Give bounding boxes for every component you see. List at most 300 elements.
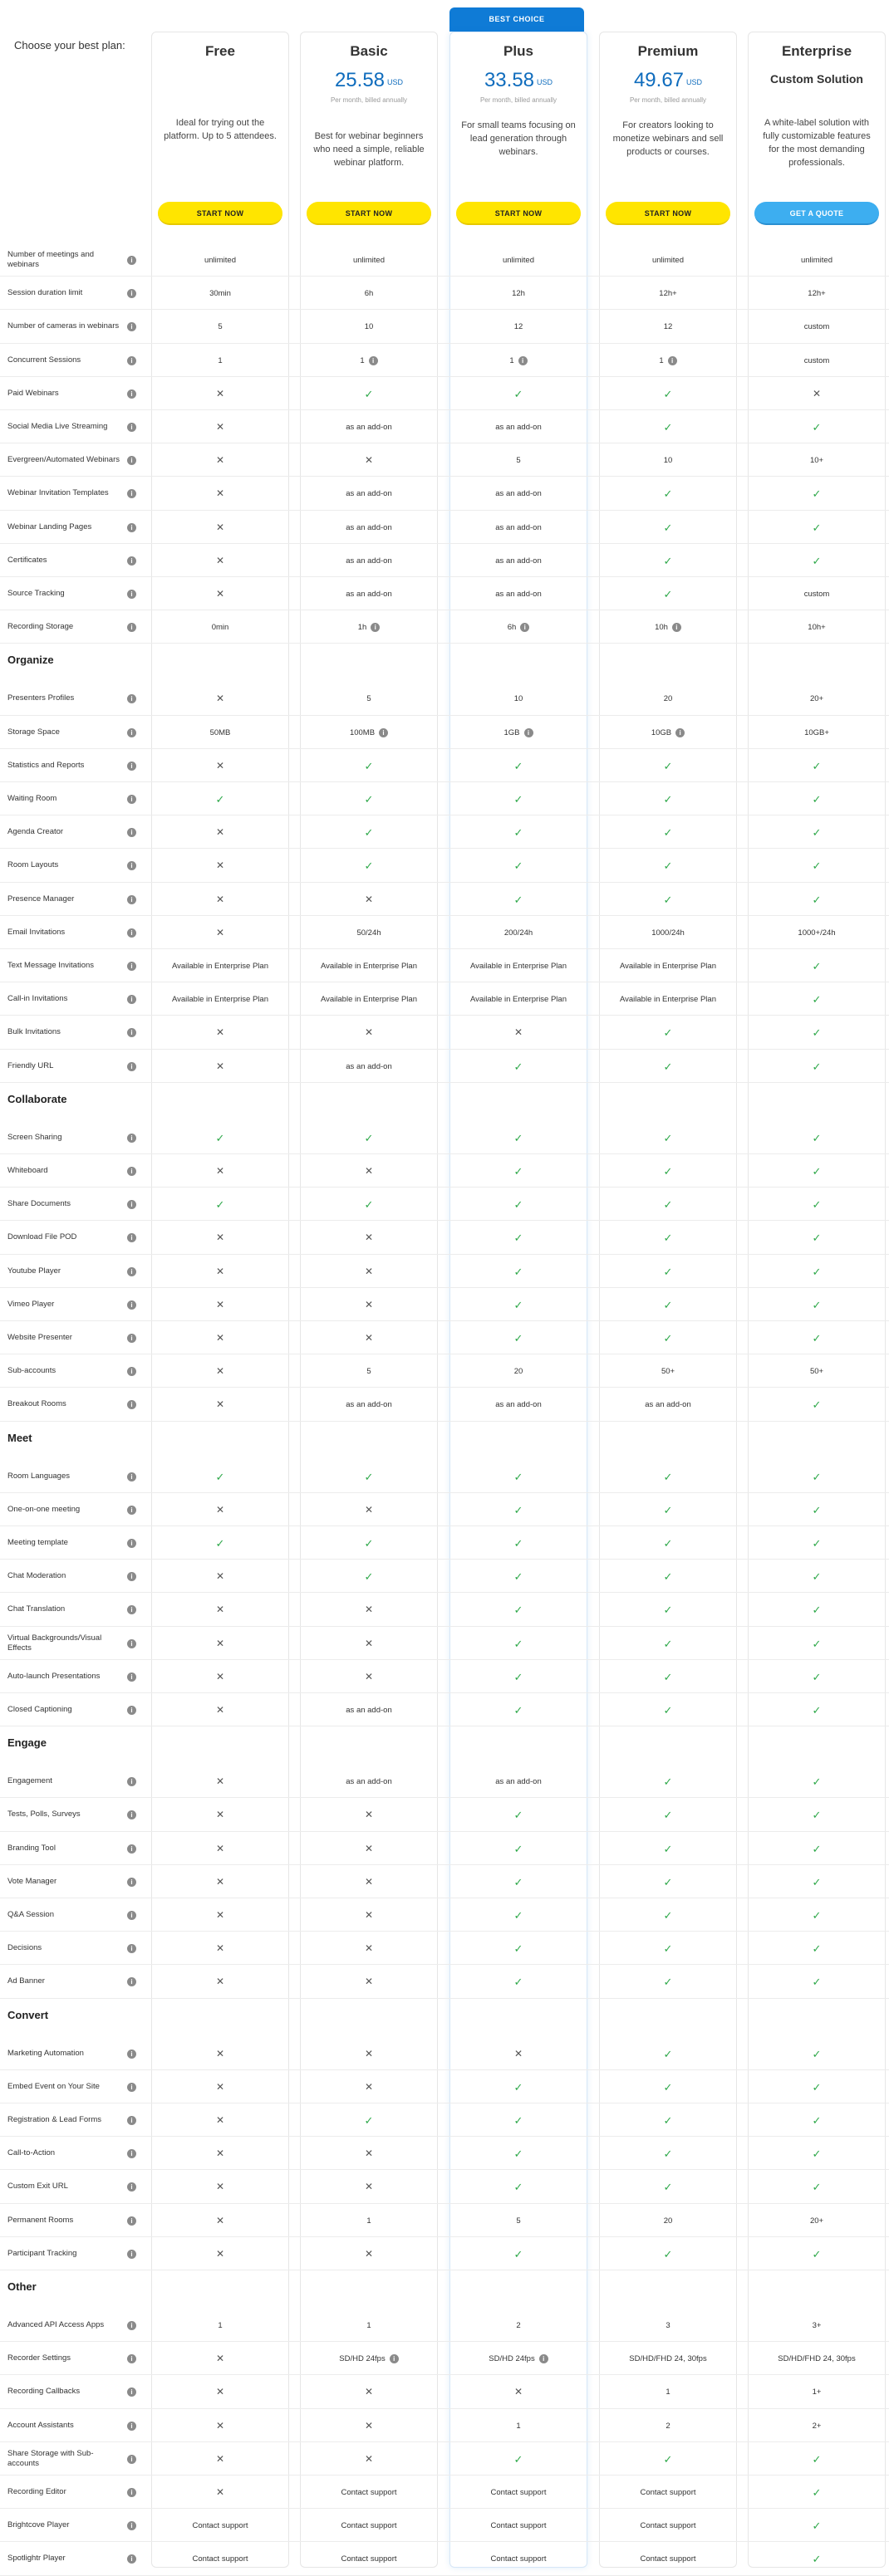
cell-plus	[449, 2137, 587, 2170]
cell-enterprise	[748, 1188, 886, 1221]
feature-label: Youtube Player	[7, 1266, 61, 1276]
cell-value: 20	[663, 693, 673, 703]
section-engage: Engage	[7, 1736, 47, 1750]
billing-period: Per month, billed annually	[629, 96, 707, 104]
cell-enterprise	[748, 1050, 886, 1083]
cell-premium	[599, 1321, 737, 1354]
cell-free	[151, 2409, 289, 2442]
info-icon[interactable]: i	[127, 1367, 136, 1376]
feature-webinar-landing-pages	[7, 511, 136, 544]
cell-plus	[449, 682, 587, 715]
cell-premium	[599, 1221, 737, 1254]
feature-label: Q&A Session	[7, 1910, 54, 1919]
feature-label: Webinar Landing Pages	[7, 522, 92, 531]
cell-enterprise	[748, 1693, 886, 1726]
info-icon[interactable]: i	[127, 1400, 136, 1409]
info-icon[interactable]: i	[127, 1167, 136, 1176]
info-icon[interactable]: i	[127, 962, 136, 971]
cell-plus	[449, 1121, 587, 1154]
info-icon[interactable]: i	[127, 728, 136, 737]
cell-free	[151, 1898, 289, 1932]
cross-icon: ✕	[215, 2147, 225, 2159]
info-icon[interactable]: i	[127, 2422, 136, 2431]
info-icon[interactable]: i	[127, 456, 136, 465]
info-icon[interactable]: i	[127, 556, 136, 566]
info-icon[interactable]: i	[127, 1506, 136, 1515]
cell-enterprise	[748, 577, 886, 610]
check-icon: ✓	[663, 1331, 673, 1344]
info-icon[interactable]: i	[127, 289, 136, 298]
cell-premium	[599, 2442, 737, 2476]
feature-label: One-on-one meeting	[7, 1505, 81, 1514]
cell-value: 12	[663, 321, 673, 331]
check-icon: ✓	[513, 2113, 523, 2127]
feature-whiteboard	[7, 1154, 136, 1188]
feature-spotlightr-player	[7, 2542, 136, 2575]
check-icon: ✓	[812, 1265, 822, 1278]
info-icon[interactable]: i	[390, 2354, 399, 2363]
cell-basic	[300, 1154, 438, 1188]
info-icon[interactable]: i	[127, 1134, 136, 1143]
cell-basic	[300, 883, 438, 916]
check-icon: ✓	[663, 1536, 673, 1550]
info-icon[interactable]: i	[668, 356, 677, 365]
info-icon[interactable]: i	[127, 694, 136, 703]
cell-value: 50/24h	[356, 928, 381, 938]
cell-value: 12	[513, 321, 523, 331]
cell-premium	[599, 310, 737, 343]
feature-friendly-url	[7, 1050, 136, 1083]
check-icon: ✓	[663, 859, 673, 872]
check-icon: ✓	[812, 1060, 822, 1073]
cell-enterprise	[748, 1288, 886, 1321]
cell-basic	[300, 1560, 438, 1593]
check-icon: ✓	[812, 1503, 822, 1516]
cell-plus	[449, 1493, 587, 1526]
cross-icon: ✕	[215, 522, 225, 533]
check-icon: ✓	[513, 1470, 523, 1483]
cell-value: Contact support	[490, 2520, 547, 2530]
plan-description: For small teams focusing on lead generation through webinars.	[461, 120, 576, 157]
start-now-button[interactable]: START NOW	[307, 202, 431, 225]
cell-value: 1	[218, 2320, 223, 2330]
feature-room-layouts	[7, 849, 136, 882]
cell-premium	[599, 277, 737, 310]
start-now-button[interactable]: START NOW	[456, 202, 581, 225]
cell-premium	[599, 716, 737, 749]
info-icon[interactable]: i	[127, 2182, 136, 2192]
info-icon[interactable]: i	[127, 928, 136, 938]
cell-enterprise	[748, 410, 886, 443]
cell-plus	[449, 2309, 587, 2342]
start-now-button[interactable]: START NOW	[158, 202, 282, 225]
feature-label: Statistics and Reports	[7, 761, 85, 770]
info-icon[interactable]: i	[127, 1605, 136, 1614]
cell-premium	[599, 243, 737, 277]
cross-icon: ✕	[364, 1165, 374, 1177]
cell-enterprise	[748, 849, 886, 882]
cell-value: 6h	[364, 288, 374, 298]
info-icon[interactable]: i	[127, 1267, 136, 1276]
feature-label: Friendly URL	[7, 1061, 54, 1070]
check-icon: ✓	[663, 1908, 673, 1922]
cell-plus	[449, 916, 587, 949]
info-icon[interactable]: i	[127, 1539, 136, 1548]
cross-icon: ✕	[215, 555, 225, 566]
info-icon[interactable]: i	[127, 256, 136, 265]
cell-basic	[300, 1526, 438, 1560]
info-icon[interactable]: i	[127, 1233, 136, 1242]
cell-premium	[599, 2037, 737, 2070]
info-icon[interactable]: i	[127, 1706, 136, 1715]
info-icon[interactable]: i	[127, 861, 136, 870]
feature-label: Social Media Live Streaming	[7, 422, 108, 431]
info-icon[interactable]: i	[127, 1777, 136, 1786]
cell-free	[151, 1154, 289, 1188]
cell-plus	[449, 2037, 587, 2070]
cell-free	[151, 544, 289, 577]
cell-plus	[449, 2542, 587, 2575]
feature-label: Recording Callbacks	[7, 2387, 81, 2396]
cell-basic	[300, 1050, 438, 1083]
info-icon[interactable]: i	[127, 2521, 136, 2530]
cross-icon: ✕	[215, 2181, 225, 2192]
cell-basic	[300, 1016, 438, 1049]
check-icon: ✓	[663, 2180, 673, 2193]
info-icon[interactable]: i	[127, 2050, 136, 2059]
info-icon[interactable]: i	[127, 762, 136, 771]
cell-value: 5	[516, 455, 521, 465]
feature-label: Breakout Rooms	[7, 1399, 66, 1408]
cross-icon: ✕	[364, 1026, 374, 1038]
info-icon[interactable]: i	[518, 356, 528, 365]
cell-value: as an add-on	[495, 522, 542, 532]
section-organize: Organize	[7, 654, 54, 667]
plan-description: A white-label solution with fully customizable features for the most demanding professionals.	[763, 118, 871, 168]
info-icon[interactable]: i	[127, 1334, 136, 1343]
check-icon: ✓	[513, 1131, 523, 1144]
cell-enterprise	[748, 2103, 886, 2137]
feature-room-languages	[7, 1460, 136, 1493]
cell-premium	[599, 344, 737, 377]
cell-value: 1000/24h	[651, 928, 685, 938]
feature-sub-accounts	[7, 1354, 136, 1388]
info-icon[interactable]: i	[127, 828, 136, 837]
price-amount: 49.67	[633, 69, 685, 91]
info-icon[interactable]: i	[127, 389, 136, 399]
cell-value: 20+	[809, 693, 824, 703]
cell-value: 1	[366, 2320, 371, 2330]
cell-basic	[300, 2309, 438, 2342]
cell-plus	[449, 1288, 587, 1321]
info-icon[interactable]: i	[127, 1062, 136, 1071]
start-now-button[interactable]: START NOW	[606, 202, 730, 225]
info-icon[interactable]: i	[520, 623, 529, 632]
info-icon[interactable]: i	[127, 2354, 136, 2363]
feature-concurrent-sessions	[7, 344, 136, 377]
cell-free	[151, 1832, 289, 1865]
feature-permanent-rooms	[7, 2204, 136, 2237]
info-icon[interactable]: i	[127, 995, 136, 1004]
cell-free	[151, 2342, 289, 2375]
feature-label: Ad Banner	[7, 1976, 45, 1986]
cell-enterprise	[748, 1255, 886, 1288]
info-icon[interactable]: i	[127, 1300, 136, 1310]
feature-text-message-invitations	[7, 949, 136, 982]
info-icon[interactable]: i	[127, 1672, 136, 1682]
plan-name: Enterprise	[781, 43, 852, 59]
cross-icon: ✕	[364, 2147, 374, 2159]
info-icon[interactable]: i	[127, 1810, 136, 1819]
cell-plus	[449, 1221, 587, 1254]
cell-plus	[449, 2070, 587, 2103]
check-icon: ✓	[663, 1703, 673, 1717]
info-icon[interactable]: i	[127, 623, 136, 632]
cell-premium	[599, 1526, 737, 1560]
info-icon[interactable]: i	[127, 895, 136, 904]
check-icon: ✓	[663, 2147, 673, 2160]
feature-label: Branding Tool	[7, 1844, 56, 1853]
check-icon: ✓	[663, 587, 673, 600]
cell-free	[151, 377, 289, 410]
info-icon[interactable]: i	[127, 2116, 136, 2125]
cell-value: as an add-on	[495, 1776, 542, 1786]
cell-premium	[599, 2070, 737, 2103]
cell-free	[151, 477, 289, 510]
check-icon: ✓	[812, 859, 822, 872]
cross-icon: ✕	[215, 927, 225, 938]
info-icon[interactable]: i	[127, 489, 136, 498]
info-icon[interactable]: i	[127, 2387, 136, 2397]
check-icon: ✓	[364, 759, 374, 772]
cell-plus	[449, 1154, 587, 1188]
info-icon[interactable]: i	[127, 795, 136, 804]
cell-plus	[449, 982, 587, 1016]
cell-plus	[449, 344, 587, 377]
feature-email-invitations	[7, 916, 136, 949]
feature-label: Evergreen/Automated Webinars	[7, 455, 120, 464]
cell-free	[151, 1526, 289, 1560]
cell-free	[151, 1255, 289, 1288]
cell-value: 20+	[809, 2216, 824, 2226]
check-icon: ✓	[812, 1298, 822, 1311]
cell-plus	[449, 310, 587, 343]
cell-plus	[449, 2342, 587, 2375]
cross-icon: ✕	[364, 1299, 374, 1310]
check-icon: ✓	[812, 1875, 822, 1888]
feature-closed-captioning	[7, 1693, 136, 1726]
cell-free	[151, 1288, 289, 1321]
cell-enterprise	[748, 1798, 886, 1831]
cell-basic	[300, 682, 438, 715]
cell-premium	[599, 1627, 737, 1660]
cell-value: as an add-on	[346, 589, 392, 599]
cell-value: Available in Enterprise Plan	[469, 994, 567, 1004]
feature-label: Presenters Profiles	[7, 693, 75, 703]
info-icon[interactable]: i	[127, 1878, 136, 1887]
feature-recording-storage	[7, 610, 136, 644]
check-icon: ✓	[663, 420, 673, 433]
info-icon[interactable]: i	[379, 728, 388, 737]
cell-enterprise	[748, 949, 886, 982]
get-a-quote-button[interactable]: GET A QUOTE	[754, 202, 879, 225]
info-icon[interactable]: i	[127, 2488, 136, 2497]
info-icon[interactable]: i	[127, 423, 136, 432]
info-icon[interactable]: i	[127, 2554, 136, 2564]
info-icon[interactable]: i	[127, 1911, 136, 1920]
cell-basic	[300, 2204, 438, 2237]
plan-name: Free	[205, 43, 235, 59]
check-icon: ✓	[812, 1331, 822, 1344]
cell-plus	[449, 1526, 587, 1560]
cell-plus	[449, 883, 587, 916]
cell-free	[151, 1798, 289, 1831]
info-icon[interactable]: i	[127, 2250, 136, 2259]
info-icon[interactable]: i	[127, 2083, 136, 2092]
check-icon: ✓	[812, 2247, 822, 2260]
info-icon[interactable]: i	[127, 1200, 136, 1209]
feature-label: Presence Manager	[7, 894, 75, 904]
cross-icon: ✕	[364, 454, 374, 466]
check-icon: ✓	[663, 1808, 673, 1821]
info-icon[interactable]: i	[127, 2149, 136, 2158]
info-icon[interactable]: i	[539, 2354, 548, 2363]
info-icon[interactable]: i	[127, 2455, 136, 2464]
cell-enterprise	[748, 2137, 886, 2170]
cross-icon: ✕	[364, 2048, 374, 2059]
cell-premium	[599, 916, 737, 949]
price-amount: 33.58	[484, 69, 535, 91]
cell-enterprise	[748, 1460, 886, 1493]
check-icon: ✓	[513, 893, 523, 906]
info-icon[interactable]: i	[127, 1472, 136, 1481]
cell-free	[151, 1050, 289, 1083]
cell-premium	[599, 1560, 737, 1593]
cross-icon: ✕	[215, 1604, 225, 1615]
check-icon: ✓	[812, 1131, 822, 1144]
cell-value: SD/HD 24fps	[489, 2353, 535, 2363]
cell-free	[151, 1121, 289, 1154]
cell-plus	[449, 1627, 587, 1660]
cell-premium	[599, 1898, 737, 1932]
check-icon: ✓	[663, 1470, 673, 1483]
cell-enterprise	[748, 1560, 886, 1593]
feature-label: Storage Space	[7, 727, 60, 737]
cell-premium	[599, 511, 737, 544]
feature-storage-space	[7, 716, 136, 749]
cell-premium	[599, 1288, 737, 1321]
cell-enterprise	[748, 982, 886, 1016]
info-icon[interactable]: i	[672, 623, 681, 632]
feature-label: Permanent Rooms	[7, 2216, 74, 2225]
feature-source-tracking	[7, 577, 136, 610]
cell-value: 50MB	[209, 727, 231, 737]
cell-value: 5	[366, 1366, 371, 1376]
cross-icon: ✕	[215, 1976, 225, 1987]
info-icon[interactable]: i	[127, 1944, 136, 1953]
cross-icon: ✕	[215, 1942, 225, 1954]
info-icon[interactable]: i	[127, 1977, 136, 1986]
feature-label: Participant Tracking	[7, 2249, 77, 2258]
cell-basic	[300, 610, 438, 644]
cell-plus	[449, 443, 587, 477]
feature-ad-banner	[7, 1965, 136, 1998]
check-icon: ✓	[812, 2113, 822, 2127]
cell-value: 6h	[507, 622, 517, 632]
cross-icon: ✕	[215, 1232, 225, 1243]
info-icon[interactable]: i	[675, 728, 685, 737]
info-icon[interactable]: i	[524, 728, 533, 737]
cell-basic	[300, 916, 438, 949]
check-icon: ✓	[812, 792, 822, 806]
check-icon: ✓	[812, 2047, 822, 2060]
cell-basic	[300, 1798, 438, 1831]
cell-value: Contact support	[341, 2554, 397, 2564]
check-icon: ✓	[663, 1197, 673, 1211]
cross-icon: ✕	[364, 894, 374, 905]
section-meet: Meet	[7, 1431, 32, 1444]
cell-plus	[449, 377, 587, 410]
cell-enterprise	[748, 2037, 886, 2070]
info-icon[interactable]: i	[127, 2321, 136, 2330]
feature-label: Engagement	[7, 1776, 52, 1785]
info-icon[interactable]: i	[127, 356, 136, 365]
info-icon[interactable]: i	[127, 1028, 136, 1037]
info-icon[interactable]: i	[127, 1639, 136, 1648]
cell-plus	[449, 2375, 587, 2408]
cell-enterprise	[748, 1388, 886, 1421]
plan-description: Best for webinar beginners who need a simple, reliable webinar platform.	[313, 131, 425, 168]
cell-premium	[599, 544, 737, 577]
feature-qanda-session	[7, 1898, 136, 1932]
cell-premium	[599, 982, 737, 1016]
info-icon[interactable]: i	[127, 1844, 136, 1854]
cell-enterprise	[748, 443, 886, 477]
cell-free	[151, 2309, 289, 2342]
row-divider	[0, 1421, 889, 1422]
info-icon[interactable]: i	[127, 523, 136, 532]
cell-value: 12h+	[808, 288, 826, 298]
cell-enterprise	[748, 1593, 886, 1626]
check-icon: ✓	[812, 992, 822, 1006]
cell-basic	[300, 344, 438, 377]
cell-free	[151, 1493, 289, 1526]
info-icon[interactable]: i	[369, 356, 378, 365]
info-icon[interactable]: i	[127, 590, 136, 599]
cell-basic	[300, 849, 438, 882]
feature-session-duration-limit	[7, 277, 136, 310]
cross-icon: ✕	[215, 454, 225, 466]
cross-icon: ✕	[215, 588, 225, 600]
cross-icon: ✕	[364, 1604, 374, 1615]
cell-value: unlimited	[502, 255, 535, 265]
feature-virtual-backgrounds-visual-effects	[7, 1627, 136, 1660]
cell-basic	[300, 544, 438, 577]
cross-icon: ✕	[364, 1504, 374, 1516]
info-icon[interactable]: i	[127, 1572, 136, 1581]
price-currency: USD	[686, 78, 703, 86]
info-icon[interactable]: i	[127, 322, 136, 331]
info-icon[interactable]: i	[127, 2216, 136, 2226]
cross-icon: ✕	[364, 2420, 374, 2432]
cell-free	[151, 577, 289, 610]
cell-enterprise	[748, 1221, 886, 1254]
feature-website-presenter	[7, 1321, 136, 1354]
cell-enterprise	[748, 1016, 886, 1049]
check-icon: ✓	[812, 1603, 822, 1616]
info-icon[interactable]: i	[371, 623, 380, 632]
feature-vimeo-player	[7, 1288, 136, 1321]
